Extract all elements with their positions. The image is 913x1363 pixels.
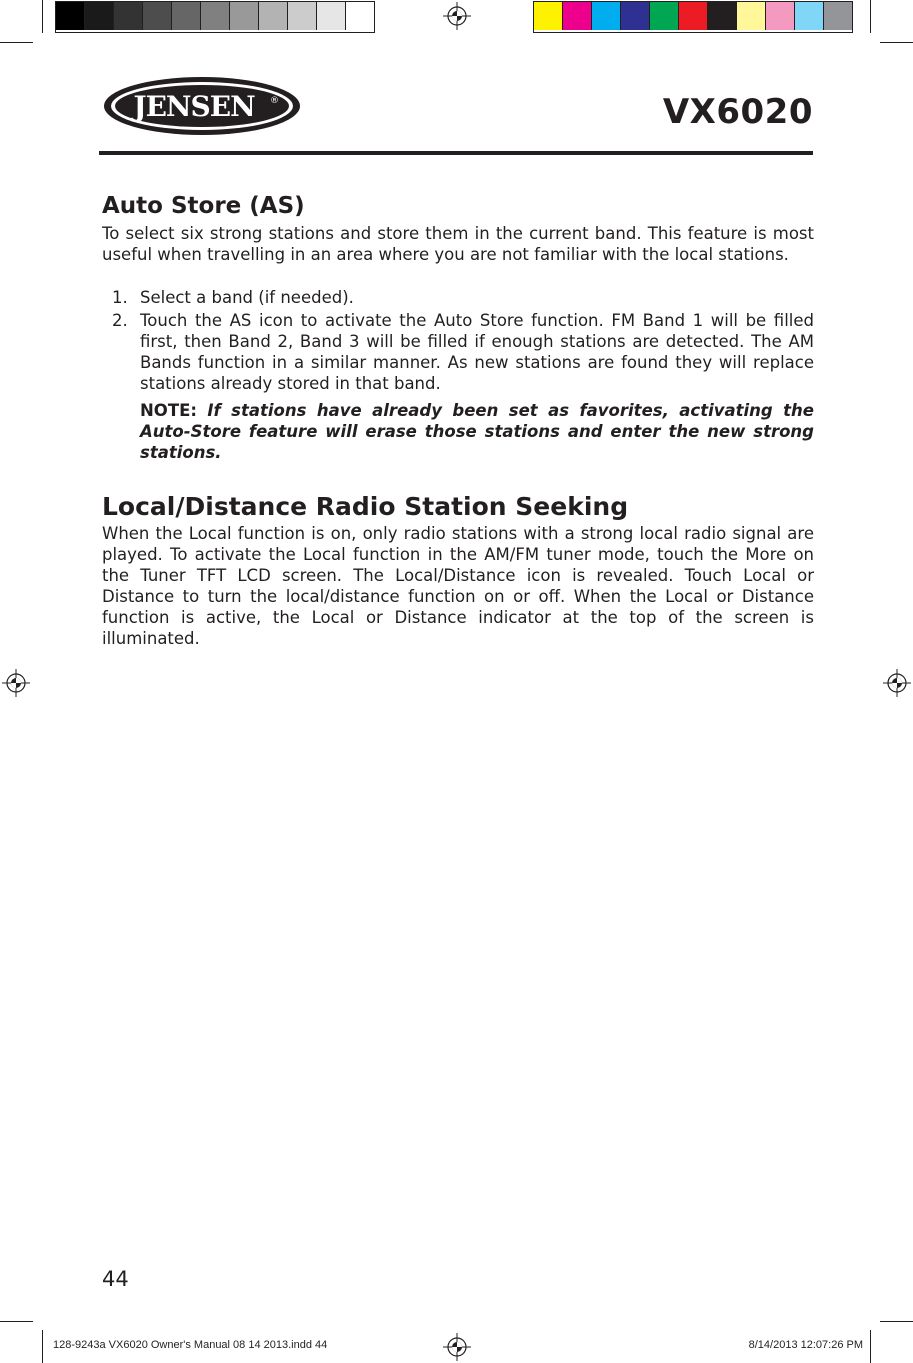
auto-store-steps <box>102 287 814 394</box>
registration-mark-icon <box>882 668 912 698</box>
crop-mark <box>880 1321 913 1322</box>
section-title-local-distance: Local/Distance Radio Station Seeking <box>102 492 629 521</box>
color-swatch <box>650 2 679 30</box>
jensen-logo <box>102 75 302 137</box>
step-number: 1. <box>112 288 128 307</box>
crop-mark <box>0 42 33 43</box>
color-swatch <box>737 2 766 30</box>
section-title-auto-store: Auto Store (AS) <box>102 193 305 219</box>
color-swatch <box>288 2 317 30</box>
color-swatch <box>114 2 143 30</box>
color-swatch-strip <box>533 1 853 33</box>
registration-mark-icon <box>442 1 472 31</box>
color-swatch <box>534 2 563 30</box>
color-swatch <box>824 2 852 30</box>
color-swatch <box>172 2 201 30</box>
crop-mark <box>42 1330 43 1363</box>
color-swatch <box>621 2 650 30</box>
crop-mark <box>0 1321 33 1322</box>
slug-date: 8/14/2013 12:07:26 PM <box>748 1339 863 1351</box>
svg-text:®: ® <box>270 96 279 106</box>
page-content <box>102 192 814 649</box>
note-text: If stations have already been set as favorites, activating the Auto-Store feature will erase those stations and enter the new strong stations. <box>140 401 814 462</box>
gray-swatch-strip <box>55 1 375 33</box>
color-swatch <box>346 2 374 30</box>
list-item <box>102 287 814 308</box>
color-swatch <box>708 2 737 30</box>
model-title: VX6020 <box>662 92 813 132</box>
auto-store-note <box>102 400 814 463</box>
color-swatch <box>592 2 621 30</box>
header-rule <box>99 151 813 155</box>
color-swatch <box>85 2 114 30</box>
local-distance-section <box>102 493 814 649</box>
color-swatch <box>56 2 85 30</box>
crop-mark <box>42 0 43 33</box>
page-number: 44 <box>102 1267 129 1291</box>
color-swatch <box>795 2 824 30</box>
local-distance-body: When the Local function is on, only radio stations with a strong local radio signal are played. To activate the Local function in the AM/FM tuner mode, touch the More on the Tuner TFT LCD screen. The Local/Distance icon is revealed. Touch Local or Distance to turn the local/distance function on or off. When the Local or Distance function is active, the Local or Distance indicator at the top of the screen is illuminated. <box>102 524 814 648</box>
note-label: NOTE: <box>140 401 197 420</box>
svg-text:JENSEN: JENSEN <box>133 90 255 123</box>
list-item <box>102 310 814 394</box>
color-swatch <box>317 2 346 30</box>
color-swatch <box>201 2 230 30</box>
color-swatch <box>766 2 795 30</box>
slug-filename: 128-9243a VX6020 Owner's Manual 08 14 2013.indd 44 <box>53 1339 328 1351</box>
step-text: Select a band (if needed). <box>140 288 354 307</box>
registration-mark-icon <box>1 668 31 698</box>
color-swatch <box>563 2 592 30</box>
color-swatch <box>230 2 259 30</box>
crop-mark <box>880 42 913 43</box>
color-swatch <box>143 2 172 30</box>
registration-mark-icon <box>442 1332 472 1362</box>
color-swatch <box>679 2 708 30</box>
color-swatch <box>259 2 288 30</box>
crop-mark <box>870 0 871 33</box>
step-number: 2. <box>112 311 128 330</box>
crop-mark <box>870 1330 871 1363</box>
auto-store-intro: To select six strong stations and store them in the current band. This feature is most useful when travelling in an area where you are not familiar with the local stations. <box>102 224 814 264</box>
step-text: Touch the AS icon to activate the Auto Store function. FM Band 1 will be filled first, then Band 2, Band 3 will be filled if enough stations are detected. The AM Bands function in a similar manner. As new stations are found they will replace stations already stored in that band. <box>140 311 814 393</box>
